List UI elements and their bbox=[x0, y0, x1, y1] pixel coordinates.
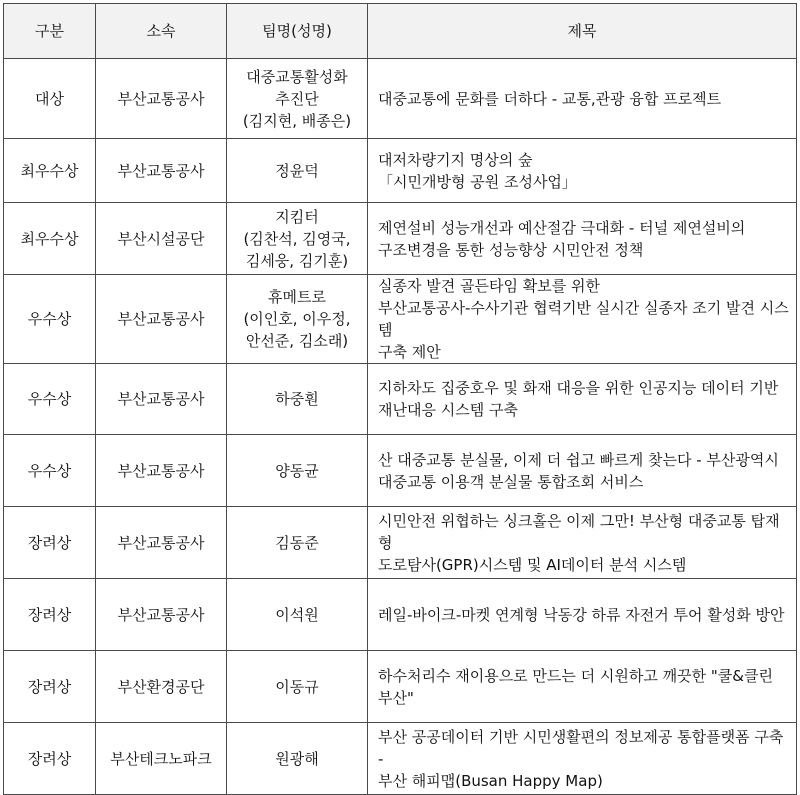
title-line: 산 대중교통 분실물, 이제 더 쉽고 빠르게 찾는다 - 부산광역시 bbox=[378, 450, 779, 469]
team-line: 추진단 bbox=[275, 89, 319, 108]
title-line: 「시민개방형 공원 조성사업」 bbox=[378, 172, 577, 191]
title-cell bbox=[368, 579, 797, 651]
team-line: (김찬석, 김영국, bbox=[243, 229, 351, 248]
team-line: 원광해 bbox=[275, 749, 319, 768]
title-cell bbox=[368, 203, 797, 275]
title-line: 부산 공공데이터 기반 시민생활편의 정보제공 통합플랫폼 구축 - bbox=[378, 727, 784, 768]
team-cell bbox=[227, 651, 368, 723]
team-line: 이석원 bbox=[275, 605, 319, 624]
team-cell bbox=[227, 139, 368, 203]
title-cell bbox=[368, 59, 797, 139]
title-cell bbox=[368, 275, 797, 364]
team-line: (김지현, 배종은) bbox=[242, 111, 352, 130]
table-row bbox=[4, 579, 797, 651]
category-cell: 장려상 bbox=[4, 723, 96, 795]
title-cell bbox=[368, 507, 797, 579]
team-line: 하중훤 bbox=[275, 390, 319, 408]
table-row bbox=[4, 139, 797, 203]
title-line: 부산교통공사-수사기관 협력기반 실시간 실종자 조기 발견 시스템 bbox=[378, 299, 789, 339]
affiliation-cell: 부산교통공사 bbox=[96, 275, 227, 364]
header-affiliation: 소속 bbox=[96, 4, 227, 59]
team-cell bbox=[227, 435, 368, 507]
table-row bbox=[4, 507, 797, 579]
table-row bbox=[4, 203, 797, 275]
title-line: 재난대응 시스템 구축 bbox=[378, 401, 518, 419]
title-line: 부산" bbox=[378, 688, 414, 707]
team-line: 이동규 bbox=[275, 677, 319, 696]
category-cell: 장려상 bbox=[4, 651, 96, 723]
category-cell: 우수상 bbox=[4, 275, 96, 364]
affiliation-cell: 부산교통공사 bbox=[96, 364, 227, 435]
title-line: 하수처리수 재이용으로 만드는 더 시원하고 깨끗한 "쿨&클린 bbox=[378, 666, 773, 685]
team-line: 지킴터 bbox=[275, 207, 319, 226]
team-cell bbox=[227, 203, 368, 275]
team-cell bbox=[227, 507, 368, 579]
title-line: 대중교통에 문화를 더하다 - 교통,관광 융합 프로젝트 bbox=[378, 89, 722, 108]
affiliation-cell: 부산교통공사 bbox=[96, 139, 227, 203]
title-line: 구조변경을 통한 성능향상 시민안전 정책 bbox=[378, 240, 644, 259]
affiliation-cell: 부산교통공사 bbox=[96, 507, 227, 579]
affiliation-cell: 부산교통공사 bbox=[96, 59, 227, 139]
category-cell: 우수상 bbox=[4, 364, 96, 435]
team-line: 휴메트로 bbox=[268, 288, 326, 306]
title-line: 시민안전 위협하는 싱크홀은 이제 그만! 부산형 대중교통 탑재형 bbox=[378, 511, 780, 552]
category-cell: 장려상 bbox=[4, 579, 96, 651]
category-cell: 최우수상 bbox=[4, 203, 96, 275]
header-title: 제목 bbox=[368, 4, 797, 59]
table-row bbox=[4, 435, 797, 507]
header-row bbox=[4, 4, 797, 59]
title-line: 대중교통 이용객 분실물 통합조회 서비스 bbox=[378, 472, 644, 491]
title-line: 제연설비 성능개선과 예산절감 극대화 - 터널 제연설비의 bbox=[378, 218, 746, 237]
team-line: 정윤덕 bbox=[275, 161, 319, 180]
team-line: 대중교통활성화 bbox=[246, 67, 348, 86]
team-cell bbox=[227, 364, 368, 435]
team-cell bbox=[227, 275, 368, 364]
header-team: 팀명(성명) bbox=[227, 4, 368, 59]
table-row bbox=[4, 364, 797, 435]
team-cell bbox=[227, 579, 368, 651]
title-line: 부산 해피맵(Busan Happy Map) bbox=[378, 771, 603, 790]
affiliation-cell: 부산환경공단 bbox=[96, 651, 227, 723]
title-cell bbox=[368, 435, 797, 507]
title-line: 지하차도 집중호우 및 화재 대응을 위한 인공지능 데이터 기반 bbox=[378, 379, 779, 397]
category-cell: 우수상 bbox=[4, 435, 96, 507]
title-line: 레일-바이크-마켓 연계형 낙동강 하류 자전거 투어 활성화 방안 bbox=[378, 605, 785, 624]
team-line: 김세웅, 김기훈) bbox=[245, 251, 349, 270]
table-row bbox=[4, 59, 797, 139]
header-category: 구분 bbox=[4, 4, 96, 59]
title-cell bbox=[368, 139, 797, 203]
title-cell bbox=[368, 723, 797, 795]
team-cell bbox=[227, 59, 368, 139]
title-line: 구축 제안 bbox=[378, 343, 441, 361]
affiliation-cell: 부산시설공단 bbox=[96, 203, 227, 275]
table-row bbox=[4, 275, 797, 364]
category-cell: 장려상 bbox=[4, 507, 96, 579]
title-cell bbox=[368, 364, 797, 435]
team-cell bbox=[227, 723, 368, 795]
team-line: 안선준, 김소래) bbox=[245, 332, 349, 350]
category-cell: 최우수상 bbox=[4, 139, 96, 203]
category-cell: 대상 bbox=[4, 59, 96, 139]
affiliation-cell: 부산테크노파크 bbox=[96, 723, 227, 795]
team-line: (이인호, 이우정, bbox=[243, 310, 351, 328]
team-line: 김동준 bbox=[275, 533, 319, 552]
team-line: 양동균 bbox=[275, 461, 319, 480]
table-row bbox=[4, 651, 797, 723]
table-row bbox=[4, 723, 797, 795]
affiliation-cell: 부산교통공사 bbox=[96, 579, 227, 651]
title-line: 대저차량기지 명상의 숲 bbox=[378, 150, 533, 169]
title-line: 도로탐사(GPR)시스템 및 AI데이터 분석 시스템 bbox=[378, 555, 687, 574]
affiliation-cell: 부산교통공사 bbox=[96, 435, 227, 507]
awards-table bbox=[3, 3, 797, 795]
title-line: 실종자 발견 골든타임 확보를 위한 bbox=[378, 277, 600, 295]
title-cell bbox=[368, 651, 797, 723]
